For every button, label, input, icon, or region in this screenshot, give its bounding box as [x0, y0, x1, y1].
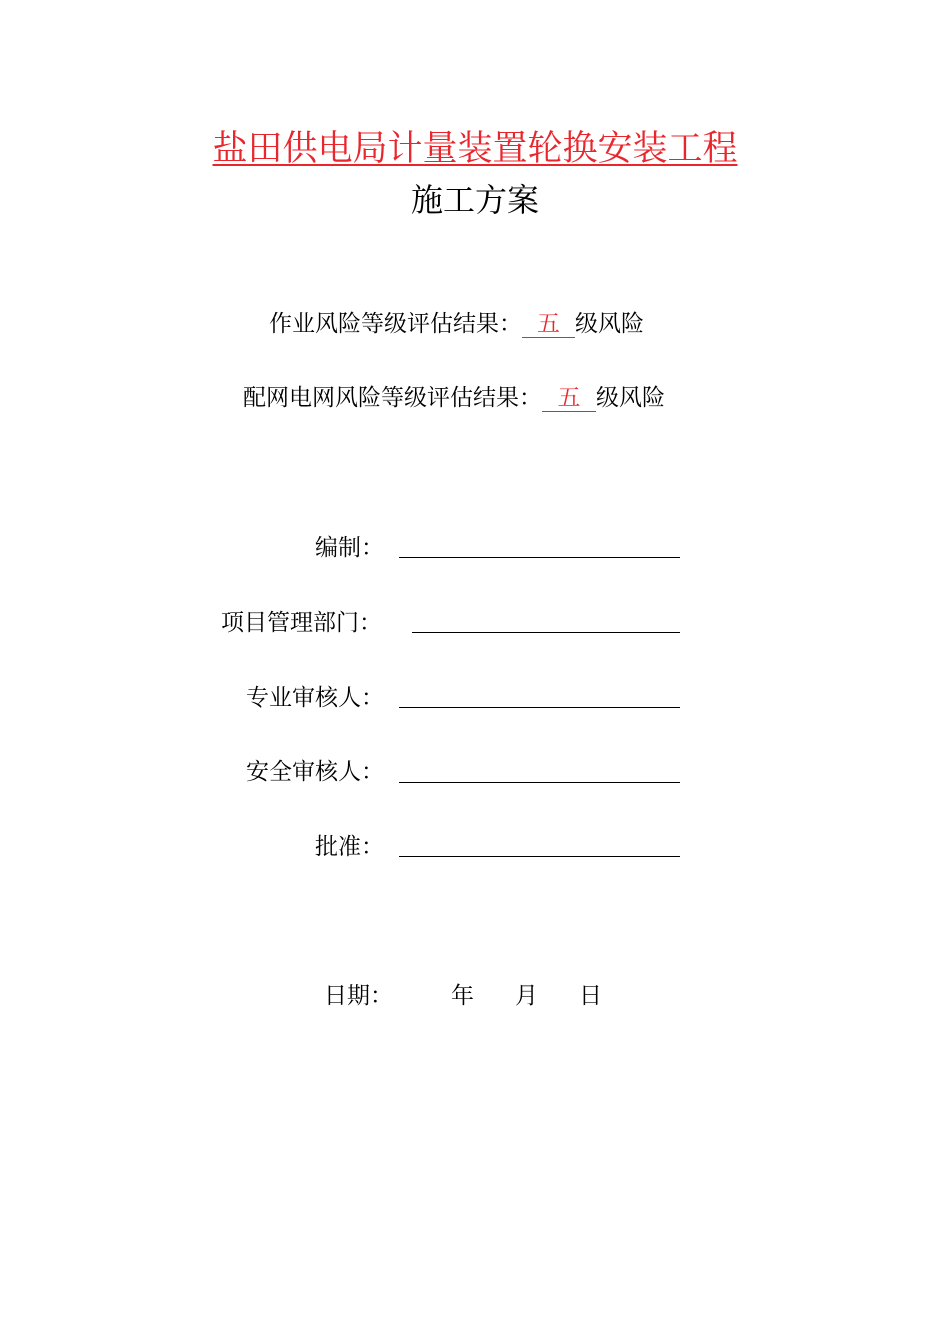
- professional-reviewer-label: 专业审核人：: [246, 685, 384, 711]
- professional-reviewer-signature-line: [399, 707, 680, 708]
- date-month: 月: [515, 983, 538, 1009]
- grid-risk-level: 五: [542, 385, 596, 412]
- grid-risk-label: 配网电网风险等级评估结果：: [243, 385, 542, 411]
- work-risk-level: 五: [522, 311, 575, 338]
- compiler-signature-line: [399, 557, 680, 558]
- document-title: 盐田供电局计量装置轮换安装工程: [212, 129, 738, 169]
- approval-label: 批准：: [315, 834, 384, 860]
- work-risk-suffix: 级风险: [575, 311, 644, 337]
- date-label: 日期：: [324, 983, 393, 1009]
- dept-signature-line: [412, 632, 680, 633]
- work-risk-row: [269, 308, 644, 340]
- safety-reviewer-label: 安全审核人：: [246, 759, 384, 785]
- document-subtitle: 施工方案: [410, 181, 539, 219]
- date-year: 年: [451, 983, 474, 1009]
- grid-risk-row: [243, 382, 665, 414]
- grid-risk-suffix: 级风险: [596, 385, 665, 411]
- approval-signature-line: [399, 856, 680, 857]
- date-day: 日: [579, 983, 602, 1009]
- work-risk-label: 作业风险等级评估结果：: [269, 311, 522, 337]
- dept-label: 项目管理部门：: [221, 610, 382, 636]
- compiler-label: 编制：: [315, 535, 384, 561]
- safety-reviewer-signature-line: [399, 782, 680, 783]
